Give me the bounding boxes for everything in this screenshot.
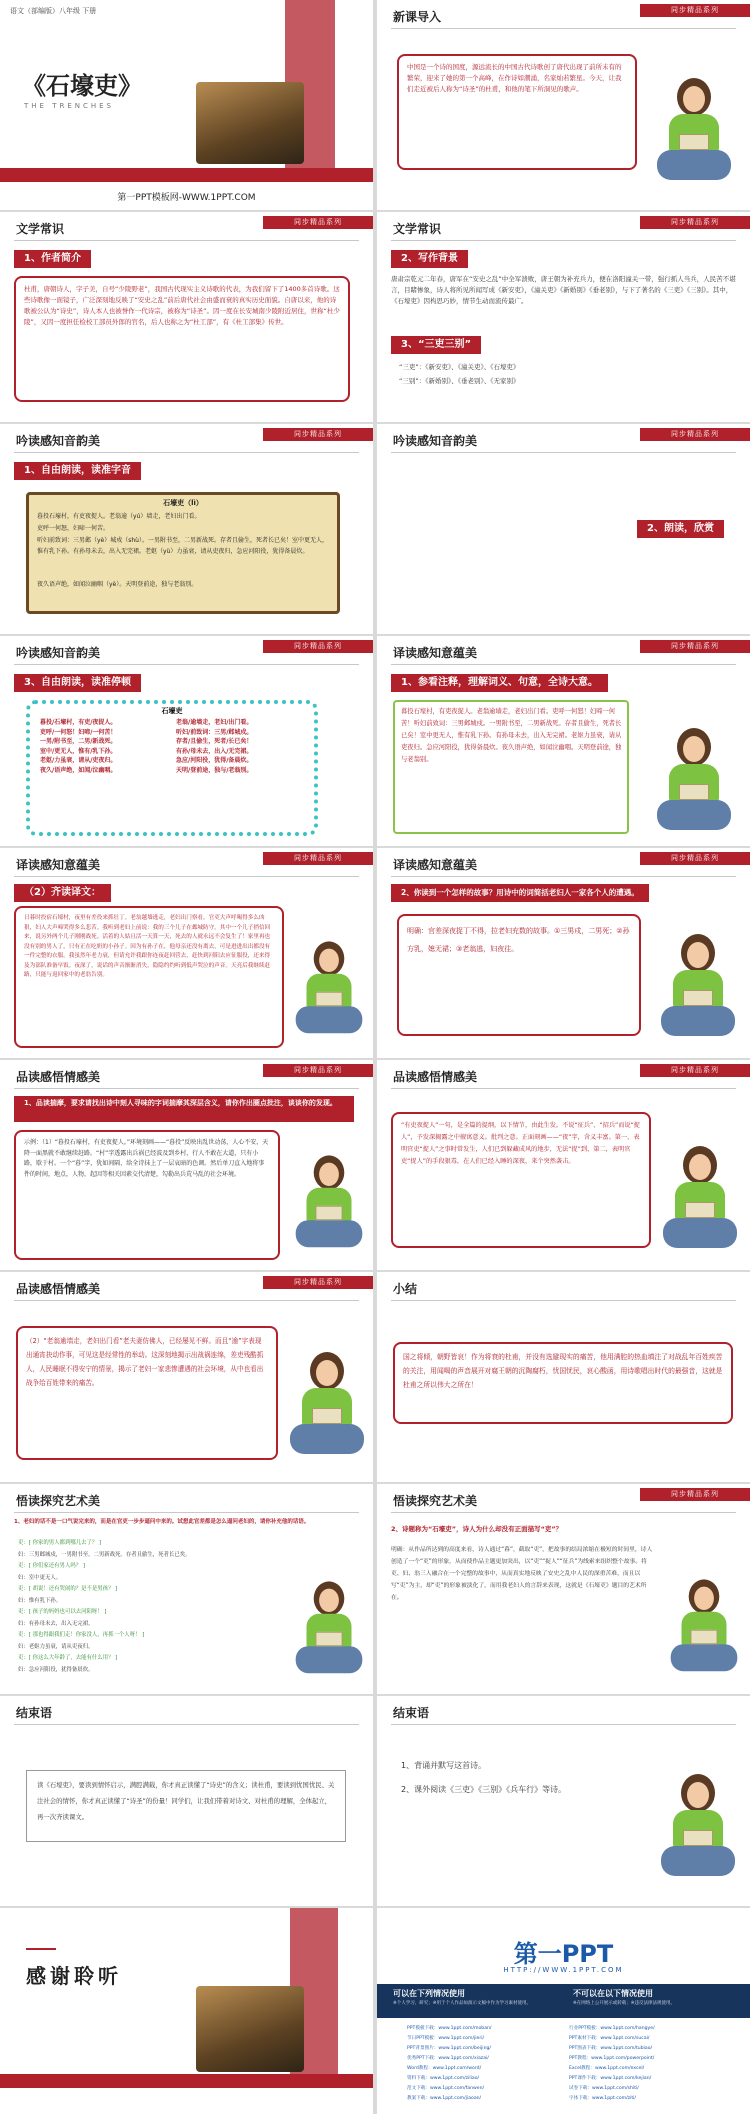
slide-thanks[interactable] bbox=[0, 1908, 373, 2114]
series-ribbon: 同步精品系列 bbox=[640, 428, 750, 441]
slide-header bbox=[377, 848, 750, 878]
slide-header bbox=[0, 1272, 373, 1302]
series-ribbon: 同步精品系列 bbox=[640, 216, 750, 229]
girl-reading-image bbox=[294, 1150, 364, 1258]
analysis-box: “有吏夜捉人”一句，是全篇的提纲，以下情节，由此生发。不说“征兵”、“招兵”而说“捉人”，予发深揭露之中擅寓意义。批判之意。正面刻画——“夜”字，含义丰富。第一，表明官吏“捉人”之事时常发生，人们已到躲藏成风的地步，无法“捉”到，第二，表明官吏“捉人”的手段狠毒，在人们已经入睡的深夜，来个突然袭击。 bbox=[391, 1112, 651, 1248]
slide-art-2[interactable] bbox=[377, 1484, 750, 1694]
slide-title: 品读感悟情感美 bbox=[393, 1070, 478, 1084]
closing-box bbox=[26, 1770, 346, 1842]
poem-line: 吏呼一何怒，妇啼一何苦。 bbox=[37, 525, 110, 532]
closing-text: 读《石壕吏》，要读到情怀启示，满腔满载，你才真正读懂了“诗史”的含义；读杜甫，要读到忧国忧民、关注社会的情怀，你才真正读懂了“诗圣”的份量！同学们，让我们带着对诗文、对杜甫的理解，全体起立，再一次齐读课文。 bbox=[37, 1781, 335, 1821]
slide-header bbox=[377, 0, 750, 30]
slide-art-1[interactable] bbox=[0, 1484, 373, 1694]
section-bar: 2、你读到一个怎样的故事？用诗中的词简括老妇人一家各个人的遭遇。 bbox=[391, 884, 649, 902]
section-bar: 2、写作背景 bbox=[391, 250, 468, 268]
section-bar: 1、作者简介 bbox=[14, 250, 91, 268]
girl-reading-image bbox=[661, 1140, 739, 1260]
analysis-box: （2）“老翁逾墙走，老妇出门看”老夫妻仿佛人，已经屡见不鲜。而且“逾”字表现出通宵抉动作事，可见这是经常性的举动。这深刻地揭示出战祸连绵，差吏残酷抓人，人民睡眠不得安宁的情景，揭示了老妇一家悲惨遭遇的社会环境，从中也看出战争给百姓带来的痛苦。 bbox=[16, 1326, 278, 1460]
section-bar: 1、自由朗读，读准字音 bbox=[14, 462, 141, 480]
slide-title: 吟读感知音韵美 bbox=[393, 434, 478, 448]
slide-header bbox=[377, 1272, 750, 1302]
poem-col-right: 老翁/逾墙走，老妇/出门看。 听妇/前致词：三男/邺城戍。 存者/且偷生，死者/长已矣！ 有孙/母未去，出入/无完裙。 急应/河阳役，犹得/备晨炊。 天明/登前途，独与/老翁别。 bbox=[176, 719, 253, 774]
slide-title: 译读感知意蕴美 bbox=[393, 646, 478, 660]
slide-header bbox=[377, 1484, 750, 1514]
breadcrumb: 语文（部编版）八年级 下册 bbox=[10, 7, 97, 15]
cover-footer: 第一PPT模板网-WWW.1PPT.COM bbox=[117, 193, 256, 203]
poem-scroll bbox=[26, 492, 340, 614]
series-ribbon: 同步精品系列 bbox=[263, 428, 373, 441]
slide-title: 吟读感知音韵美 bbox=[16, 434, 101, 448]
girl-reading-image bbox=[288, 1346, 366, 1466]
author-text-box bbox=[14, 276, 350, 402]
dialogue-list: 吏：[ 你家的男人都到哪儿去了？ ] 妇：三男邺城戍，一男附书至，二男新战死。存者且偷生，死者长已矣。 吏：[ 你们家还有男人吗？ ] 妇：室中更无人。 吏：[ 胡说！还有哭闹的？是不是男孩？ ] 妇：惟有乳下孙。 吏：[ 孩子的妈妈也可以去河阳呀！ ] 妇：有孙母未去，出入无完裙。 吏：[ 那也得跟我们走！你家没人，再抓一个人呀！ ] 妇：老妪力虽衰，请从吏夜归。 吏：[ 你这么大年龄了，去能有什么用？ ] 妇：急应河阳役，犹得备晨炊。 bbox=[18, 1540, 191, 1673]
slide-closing-2[interactable] bbox=[377, 1696, 750, 1906]
poem-line: 听妇前致词：三男邺（yè）城戍（shù）。一男附书至，二男新战死。存者且偷生，死者长已矣！室中更无人，惟有乳下孙。有孙母未去，出入无完裙。老妪（yù）力虽衰，请从吏夜归，急应河阳役，犹得备晨炊。 bbox=[37, 537, 328, 555]
series-ribbon: 同步精品系列 bbox=[263, 1064, 373, 1077]
slide-header bbox=[377, 636, 750, 666]
poem-col-left: 暮投/石壕村，有吏/夜捉人。 吏呼/一何怒！妇啼/一何苦！ 一男/附书至，二男/新战死。 室中/更无人，惟有/乳下孙。 老妪/力虽衰，请从/吏夜归。 夜久/语声绝，如闻/泣幽咽。 bbox=[40, 719, 117, 774]
slide-annotation[interactable] bbox=[377, 636, 750, 846]
slide-title: 悟读探究艺术美 bbox=[393, 1494, 478, 1508]
cannot-use-text: ※在网络上公开展示或转载；※违反法律法规使用。 bbox=[573, 2001, 676, 2006]
slide-header bbox=[0, 1696, 373, 1726]
slide-header bbox=[0, 1060, 373, 1090]
slide-appreciate-1[interactable] bbox=[0, 1060, 373, 1270]
cover-subtitle: THE TRENCHES bbox=[24, 102, 115, 110]
background-text: 唐肃宗乾元二年春，唐军在“安史之乱”中全军溃败，唐王朝为补充兵力，便在洛阳潼关一带，强行抓人当兵，人民苦不堪言，目睹惨象，诗人将所见所闻写成《新安吏》，《潼关吏》《新婚别》《垂老别》，与下了著名的《三吏》《三别》。其中，《石壕吏》因构思巧妙，情节生动而流传最广。 bbox=[391, 275, 736, 305]
dialogue-prompt: 1、老妇的话不是一口气说完来的，而是在官吏一步步逼问中来的。试想此官差都是怎么逼问老妇的，请你补充他的话语。 bbox=[14, 1519, 310, 1525]
cover-title: 《石壕吏》 bbox=[22, 72, 142, 100]
girl-reading-image bbox=[669, 1574, 739, 1682]
slide-title: 译读感知意蕴美 bbox=[393, 858, 478, 872]
summary-box: 国之将倾，朝野皆哀！作为将衰的杜甫，并没有选避现实的痛苦，他用满腔的热血填注了对战乱年百姓疾苦的关注，用闻喝的声音展开对腐王朝的沉陶腐朽，忧国忧民，哀心酸函，用诗歌唱出时代的最强音，这就是杜甫之所以伟大之所在！ bbox=[393, 1342, 733, 1424]
girl-reading-image bbox=[655, 72, 733, 192]
scroll-title: 石壕吏（lì） bbox=[163, 499, 203, 507]
thanks-red-strip bbox=[0, 2074, 373, 2088]
slide-header bbox=[0, 636, 373, 666]
series-ribbon: 同步精品系列 bbox=[640, 852, 750, 865]
story-box: 明确：官差深夜捉丁不得，拉老妇充数的故事。①三男戍，二男死；②孙方乳，媳无裙；③老翁逃，妇夜往。 bbox=[397, 914, 641, 1036]
cover-painting bbox=[196, 82, 304, 164]
slide-header bbox=[377, 1060, 750, 1090]
slide-title: 文学常识 bbox=[393, 222, 442, 236]
can-use-title: 可以在下列情况使用 bbox=[393, 1989, 465, 1998]
poem-line: 暮投石壕村，有吏夜捉人。老翁逾（yú）墙走，老妇出门看。 bbox=[37, 513, 201, 520]
girl-reading-image bbox=[659, 928, 737, 1048]
slide-header bbox=[0, 848, 373, 878]
slide-reading[interactable] bbox=[377, 424, 750, 634]
girl-reading-image bbox=[294, 936, 364, 1044]
author-text: 杜甫，唐朝诗人，字子美，自号“少陵野老”，我国古代现实主义诗歌的代表，为我们留下了1400多首诗歌。这些诗歌像一面镜子，广泛深刻地反映了“安史之乱”前后唐代社会由盛而衰的真实历史面貌。自唐以来，他的诗歌被公认为“诗史”，诗人本人也被誉作一代诗宗，被称为“诗圣”。因一度在长安城南少陵附近居住，世称“杜少陵”，又因一度担任检校工部员外郎的官名，后人也称之为“杜工部”，有《杜工部集》传世。 bbox=[24, 285, 340, 326]
section-bar: 3、“三吏三别” bbox=[391, 336, 481, 354]
link-list-right[interactable]: 行业PPT模板：www.1ppt.com/hangye/ PPT素材下载：www.1ppt.com/sucai/ PPT图表下载：www.1ppt.com/tubiao/ PPT教程：www.1ppt.com/powerpoint/ Excel教程：www.1ppt.com/excel/ PPT课件下载：www.1ppt.com/kejian/ 试卷下载：www.1ppt.com/shiti/ 字体下载：www.1ppt.com/ziti/ bbox=[569, 2026, 655, 2101]
girl-reading-image bbox=[294, 1576, 364, 1684]
series-ribbon: 同步精品系列 bbox=[640, 1488, 750, 1501]
slide-header bbox=[377, 212, 750, 242]
slide-title: 译读感知意蕴美 bbox=[16, 858, 101, 872]
slide-header bbox=[0, 212, 373, 242]
three-officials: “三吏”：《新安吏》、《潼关吏》、《石壕吏》 bbox=[399, 363, 520, 371]
series-ribbon: 同步精品系列 bbox=[263, 1276, 373, 1289]
intro-text: 中国是一个诗的国度，源远流长的中国古代诗歌创了唐代出现了前所未有的繁荣，迎来了她的第一个高峰，在作诗如潮涌，名家灿若繁星。今天，让我们走近被后人称为“诗圣”的杜甫，和他的笔下所洞见的歌声。 bbox=[407, 63, 622, 93]
slide-closing-1[interactable] bbox=[0, 1696, 373, 1906]
series-ribbon: 同步精品系列 bbox=[263, 640, 373, 653]
link-list-left[interactable]: PPT模板下载：www.1ppt.com/moban/ 节日PPT模板：www.1ppt.com/jieri/ PPT背景图片：www.1ppt.com/beijing/ 优秀PPT下载：www.1ppt.com/xiazai/ Word教程：www.1ppt.com/word/ 资料下载：www.1ppt.com/ziliao/ 范文下载：www.1ppt.com/fanwen/ 教案下载：www.1ppt.com/jiaoan/ bbox=[407, 2026, 492, 2101]
slide-intro[interactable] bbox=[377, 0, 750, 210]
annotated-poem-box bbox=[393, 700, 629, 834]
homework-item: 2、课外阅读《三吏》《三别》《兵车行》等诗。 bbox=[401, 1785, 567, 1794]
answer-text: 明确：从作品所达到的高度来看，诗人通过“暮”，截取“吏”，把故事的结局浓缩在极短的时间里，诗人创造了一个“吏”的形象，从而使作品主题更加突出，以“吏”“捉人”“征兵”为线索来组织整个故事。将吏、妇、翁三人融合在一个完整的故事中，从而真实地反映了安史之乱中人民的深重苦难，而且以写“吏”为主，却“吏”的形象被淡化了，而用我老妇人的言辞来表现，这就是《石壕吏》题目的艺术所在。 bbox=[391, 1547, 653, 1601]
homework-item: 1、背诵并默写这首诗。 bbox=[401, 1761, 487, 1770]
slide-title: 文学常识 bbox=[16, 222, 65, 236]
slide-pronunciation[interactable] bbox=[0, 424, 373, 634]
section-bar: 1、参看注释，理解词义、句意，全诗大意。 bbox=[391, 674, 608, 692]
brand-logo: 第一PPT bbox=[513, 1940, 614, 1968]
girl-reading-image bbox=[655, 722, 733, 842]
slide-header bbox=[377, 424, 750, 454]
section-bar: （2）齐读译文： bbox=[14, 884, 111, 902]
slide-title: 品读感悟情感美 bbox=[16, 1282, 101, 1296]
usage-banner bbox=[377, 1984, 750, 2018]
slide-translation[interactable] bbox=[0, 848, 373, 1058]
brand-url[interactable]: HTTP://WWW.1PPT.COM bbox=[503, 1966, 624, 1974]
thanks-title: 感谢聆听 bbox=[26, 1964, 122, 1988]
thanks-painting bbox=[196, 1986, 304, 2072]
series-ribbon: 同步精品系列 bbox=[640, 1064, 750, 1077]
slide-credits[interactable] bbox=[377, 1908, 750, 2114]
slide-summary[interactable] bbox=[377, 1272, 750, 1482]
slide-background[interactable] bbox=[377, 212, 750, 422]
series-ribbon: 同步精品系列 bbox=[263, 216, 373, 229]
example-box: 示例：（1）“暮投石壕村，有吏夜捉人。”环境刻画——“暮投”反映出乱世动荡，人心不安，天降一面黑就不敢继续赶路。“村”字透露出兵祸已经波及到乡村，行人不敢在大道，只有小路，歇于村。一个“暮”字，犹如间隔，给全诗抹上了一层哀暗的色调。然后单刀直入地将事件的时间，地点，人物，起因等相关因素交代清楚，勾勒出兵荒马乱的社会环境。 bbox=[14, 1130, 280, 1260]
question: 2、诗题称为“石壕吏”，诗人为什么却没有正面描写“吏”？ bbox=[391, 1525, 563, 1533]
series-ribbon: 同步精品系列 bbox=[640, 4, 750, 17]
slide-title: 新课导入 bbox=[393, 10, 442, 24]
series-ribbon: 同步精品系列 bbox=[263, 852, 373, 865]
slide-title: 吟读感知音韵美 bbox=[16, 646, 101, 660]
slide-appreciate-3[interactable] bbox=[0, 1272, 373, 1482]
cannot-use-title: 不可以在以下情况使用 bbox=[573, 1989, 653, 1998]
slide-cover[interactable] bbox=[0, 0, 373, 210]
slide-pauses[interactable] bbox=[0, 636, 373, 846]
slide-story[interactable] bbox=[377, 848, 750, 1058]
slide-title: 结束语 bbox=[16, 1706, 53, 1720]
slide-appreciate-2[interactable] bbox=[377, 1060, 750, 1270]
translation-box: 日暮时投宿石壕村，夜里有差役来抓壮丁。老翁越墙逃走，老妇出门察看。官吏大声呼喝得多么凶狠，妇人大声啼哭得多么悲苦。我听到老妇上前说：我的三个儿子在邺城防守。其中一个儿子捎信回来，说另外两个儿子刚刚战死。活着的人姑且活一天算一天，死去的人就永远不会复生了！家里再也没有别的男人了，只有正在吃奶的小孙子。因为有孙子在，他母亲还没有离去，可是进进出出都没有一件完整的衣服。我虽然年老力衰，但请允许我跟你连夜赶回营去，赶快到河阳去应征服役，还来得及为部队准备早饭。夜深了，说话的声音渐渐消失，隐隐约约听到低声哭泣的声音。天亮后我继续赶路，只能与返回家中的老翁告别。 bbox=[14, 906, 284, 1048]
slide-header bbox=[377, 1696, 750, 1726]
girl-reading-image bbox=[659, 1768, 737, 1888]
slide-title: 悟读探究艺术美 bbox=[16, 1494, 101, 1508]
poem-frame bbox=[26, 700, 318, 836]
can-use-text: ※个人学习、研究；※用于个人作品如演示文稿中作为学习素材使用。 bbox=[393, 2001, 532, 2006]
annotated-poem: 暮投石壕村，有吏夜捉人。老翁逾墙走，老妇出门看。吏呼一何怒！妇啼一何苦！听妇前致词：三男邺城戍。一男附书至，二男新战死。存者且偷生，死者长已矣！室中更无人，惟有乳下孙。有孙母未去，出入无完裙。老妪力虽衰，请从吏夜归。急应河阳役，犹得备晨炊。夜久语声绝，如闻泣幽咽。天明登前途，独与老翁别。 bbox=[401, 708, 622, 763]
poem-title: 石壕吏 bbox=[161, 707, 183, 715]
three-farewells: “三别”：《新婚别》、《垂老别》、《无家别》 bbox=[399, 377, 520, 385]
slide-title: 品读感悟情感美 bbox=[16, 1070, 101, 1084]
section-bar: 1、品读揣摩，要求请找出诗中刻人寻味的字词揣摩其深层含义，请你作出圈点批注，谈谈你的发现。 bbox=[14, 1096, 354, 1122]
poem-line: 夜久语声绝，如闻泣幽咽（yè）。天明登前途，独与老翁别。 bbox=[37, 581, 198, 588]
intro-text-box bbox=[397, 54, 637, 170]
slide-title: 小结 bbox=[393, 1282, 418, 1296]
section-bar: 3、自由朗读，读准停顿 bbox=[14, 674, 141, 692]
series-ribbon: 同步精品系列 bbox=[640, 640, 750, 653]
slide-header bbox=[0, 424, 373, 454]
slide-title: 结束语 bbox=[393, 1706, 430, 1720]
thanks-accent bbox=[26, 1948, 56, 1950]
slide-author[interactable] bbox=[0, 212, 373, 422]
section-bar: 2、朗读，欣赏 bbox=[637, 520, 724, 538]
slide-header bbox=[0, 1484, 373, 1514]
